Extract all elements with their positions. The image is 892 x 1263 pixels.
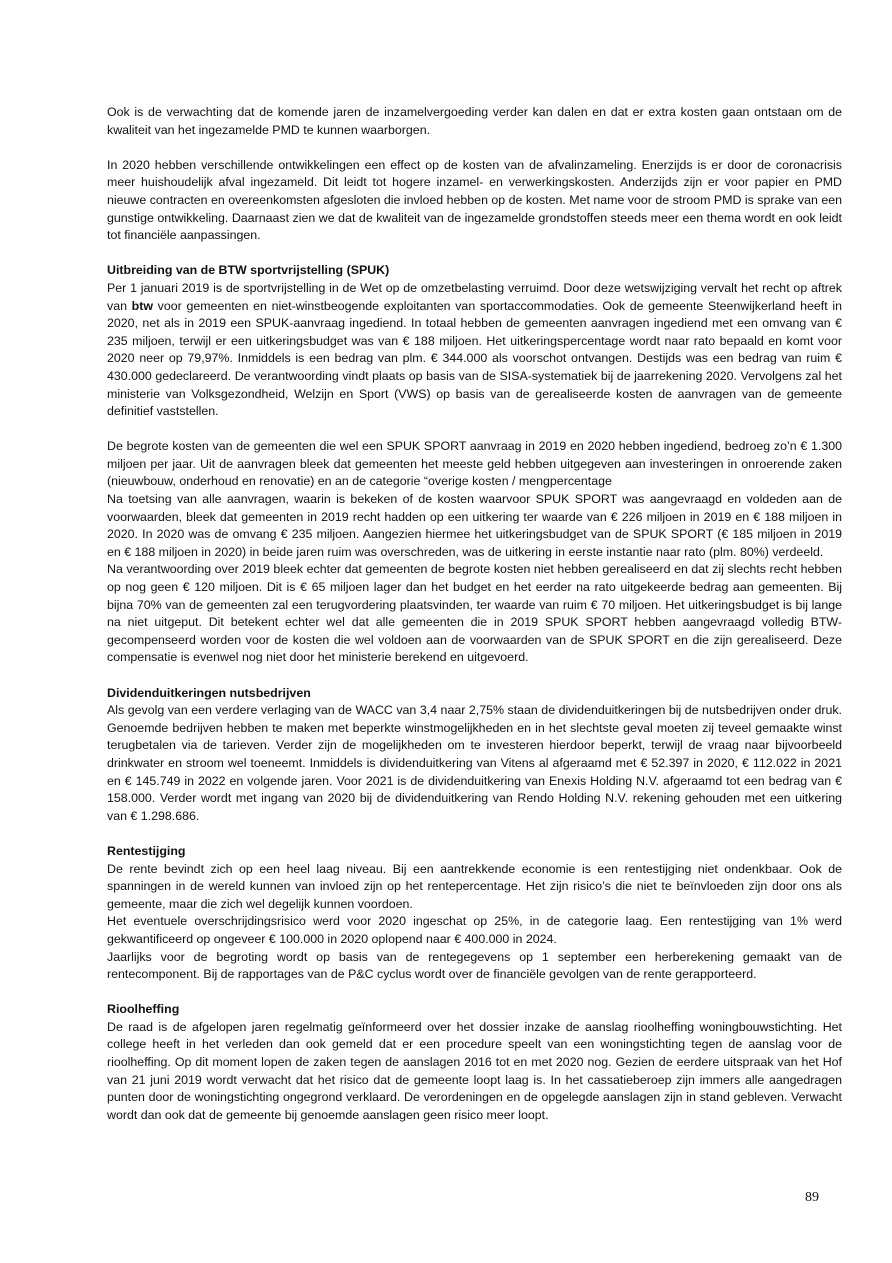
section-heading-riool: Rioolheffing bbox=[107, 1002, 180, 1017]
spuk-paragraph-3: Na toetsing van alle aanvragen, waarin is bekeken of de kosten waarvoor SPUK SPORT was aangevraagd en voldeden aan de voorwaarden, bleek dat gemeenten in 2019 recht hadden op een uitkering ter waarde van € 226 miljoen in 2019 en € 188 miljoen in 2020. In 2020 was de omvang € 235 miljoen. Aangezien hiermee het uitkeringsbudget van de SPUK SPORT (€ 185 miljoen in 2019 en € 188 miljoen in 2020) in beide jaren ruim was overschreden, was de uitkering in eerste instantie naar rato (plm. 80%) verdeeld. bbox=[107, 492, 842, 559]
paragraph-gap bbox=[107, 667, 842, 685]
rente-paragraph-2: Het eventuele overschrijdingsrisico werd voor 2020 ingeschat op 25%, in de categorie laag. Een rentestijging van 1% werd gekwantificeerd op ongeveer € 100.000 in 2020 oplopend naar € 400.000 in 2024. bbox=[107, 914, 842, 946]
spuk-paragraph-4: Na verantwoording over 2019 bleek echter dat gemeenten de begrote kosten niet hebben gerealiseerd en dat zij slechts recht hebben op nog geen € 120 miljoen. Dit is € 65 miljoen lager dan het budget en het eerder na rato uitgekeerde bedrag aan gemeenten. Bij bijna 70% van de gemeenten zal een terugvordering plaatsvinden, ter waarde van ruim € 70 miljoen. Het uitkeringsbudget is bij lange na niet uitgeput. Dit betekent echter wel dat alle gemeenten die in 2019 SPUK SPORT hebben aangevraagd volledig BTW-gecompenseerd worden voor de kosten die wel voldoen aan de voorwaarden van de SPUK SPORT en die zijn gerealiseerd. Deze compensatie is evenwel nog niet door het ministerie berekend en uitgevoerd. bbox=[107, 562, 842, 665]
paragraph-gap bbox=[107, 245, 842, 263]
section-heading-rente: Rentestijging bbox=[107, 843, 186, 858]
page-content bbox=[107, 104, 842, 1124]
paragraph-gap bbox=[107, 984, 842, 1002]
spuk-paragraph-1-bold: btw bbox=[131, 298, 153, 313]
rente-paragraph-1: De rente bevindt zich op een heel laag niveau. Bij een aantrekkende economie is een rentestijging niet ondenkbaar. Ook de spanningen in de wereld kunnen van invloed zijn op het rentepercentage. Het zijn risico’s die niet te beïnvloeden zijn door ons als gemeente, maar die zich wel degelijk kunnen voordoen. bbox=[107, 861, 842, 911]
paragraph-gap bbox=[107, 825, 842, 843]
rente-paragraph-3: Jaarlijks voor de begroting wordt op basis van de rentegegevens op 1 september een herberekening gemaakt van de rentecomponent. Bij de rapportages van de P&C cyclus wordt over de financiële gevolgen van de rente gerapporteerd. bbox=[107, 949, 842, 982]
page-number: 89 bbox=[805, 1190, 819, 1205]
paragraph-gap bbox=[107, 139, 842, 157]
riool-paragraph-1: De raad is de afgelopen jaren regelmatig geïnformeerd over het dossier inzake de aanslag rioolheffing woningbouwstichting. Het college heeft in het verleden dan ook gemeld dat er een procedure speelt van een woningstichting tegen de aanslag voor de rioolheffing. Op dit moment lopen de zaken tegen de aanslagen 2016 tot en met 2020 nog. Gezien de eerdere uitspraak van het Hof van 21 juni 2019 wordt verwacht dat het risico dat de gemeente loopt laag is. In het cassatieberoep zijn immers alle aangedragen punten door de woningstichting ongegrond verklaard. De verordeningen en de opgelegde aanslagen zijn in stand gebleven. Verwacht wordt dan ook dat de gemeente bij genoemde aanslagen geen risico meer loopt. bbox=[107, 1019, 842, 1122]
spuk-paragraph-1-text-b: voor gemeenten en niet-winstbeogende exploitanten van sportaccommodaties. Ook de gemeente Steenwijkerland heeft in 2020, net als in 2019 een SPUK-aanvraag ingediend. In totaal hebben de gemeenten aanvragen ingediend met een omvang van € 235 miljoen, terwijl er een uitkeringsbudget was van € 188 miljoen. Het uitkeringspercentage wordt naar rato bepaald en komt voor 2020 neer op 79,97%. Inmiddels is een bedrag van plm. € 344.000 als voorschot ontvangen. Destijds was een bedrag van ruim € 430.000 gedeclareerd. De verantwoording vindt plaats op basis van de SISA-systematiek bij de jaarrekening 2020. Vervolgens zal het ministerie van Volksgezondheid, Welzijn en Sport (VWS) op basis van de gerealiseerde kosten de aanvragen van de gemeente definitief vaststellen. bbox=[107, 298, 842, 419]
intro-paragraph-1: Ook is de verwachting dat de komende jaren de inzamelvergoeding verder kan dalen en dat er extra kosten gaan ontstaan om de kwaliteit van het ingezamelde PMD te kunnen waarborgen. bbox=[107, 105, 842, 137]
intro-paragraph-2: In 2020 hebben verschillende ontwikkelingen een effect op de kosten van de afvalinzameling. Enerzijds is er door de coronacrisis meer huishoudelijk afval ingezameld. Dit leidt tot hogere inzamel- en verwerkingskosten. Anderzijds zijn er voor papier en PMD nieuwe contracten en overeenkomsten afgesloten die invloed hebben op de kosten. Met name voor de stroom PMD is sprake van een gunstige ontwikkeling. Daarnaast zien we dat de kwaliteit van de ingezamelde grondstoffen steeds meer een thema wordt en ook leidt tot financiële aanpassingen. bbox=[107, 157, 842, 243]
section-heading-spuk: Uitbreiding van de BTW sportvrijstelling (SPUK) bbox=[107, 263, 390, 278]
spuk-paragraph-1-text-a: Per 1 januari 2019 is de sportvrijstelling in de Wet op de omzetbelasting verruimd. Door deze wetswijziging vervalt het recht op aftrek van bbox=[107, 280, 842, 313]
dividend-paragraph-1: Als gevolg van een verdere verlaging van de WACC van 3,4 naar 2,75% staan de dividenduitkeringen bij de nutsbedrijven onder druk. Genoemde bedrijven hebben te maken met beperkte winstmogelijkheden en in het slechtste geval moeten zij teveel gemaakte winst terugbetalen via de tarieven. Verder zijn de mogelijkheden om te investeren hierdoor beperkt, terwijl de vraag naar bijvoorbeeld drinkwater en stroom wel toeneemt. Inmiddels is dividenduitkering van Vitens al afgeraamd met € 52.397 in 2020, € 112.022 in 2021 en € 145.749 in 2022 en volgende jaren. Voor 2021 is de dividenduitkering van Enexis Holding N.V. afgeraamd tot een bedrag van € 158.000. Verder wordt met ingang van 2020 bij de dividenduitkering van Rendo Holding N.V. rekening gehouden met een uitkering van € 1.298.686. bbox=[107, 703, 842, 823]
section-heading-dividend: Dividenduitkeringen nutsbedrijven bbox=[107, 685, 311, 700]
paragraph-gap bbox=[107, 421, 842, 439]
spuk-paragraph-1 bbox=[107, 280, 842, 421]
spuk-paragraph-2: De begrote kosten van de gemeenten die wel een SPUK SPORT aanvraag in 2019 en 2020 hebben ingediend, bedroeg zo’n € 1.300 miljoen per jaar. Uit de aanvragen bleek dat gemeenten het meeste geld hebben uitgegeven aan investeringen in onroerende zaken (nieuwbouw, onderhoud en renovatie) en an de categorie “overige kosten / mengpercentage bbox=[107, 439, 842, 489]
